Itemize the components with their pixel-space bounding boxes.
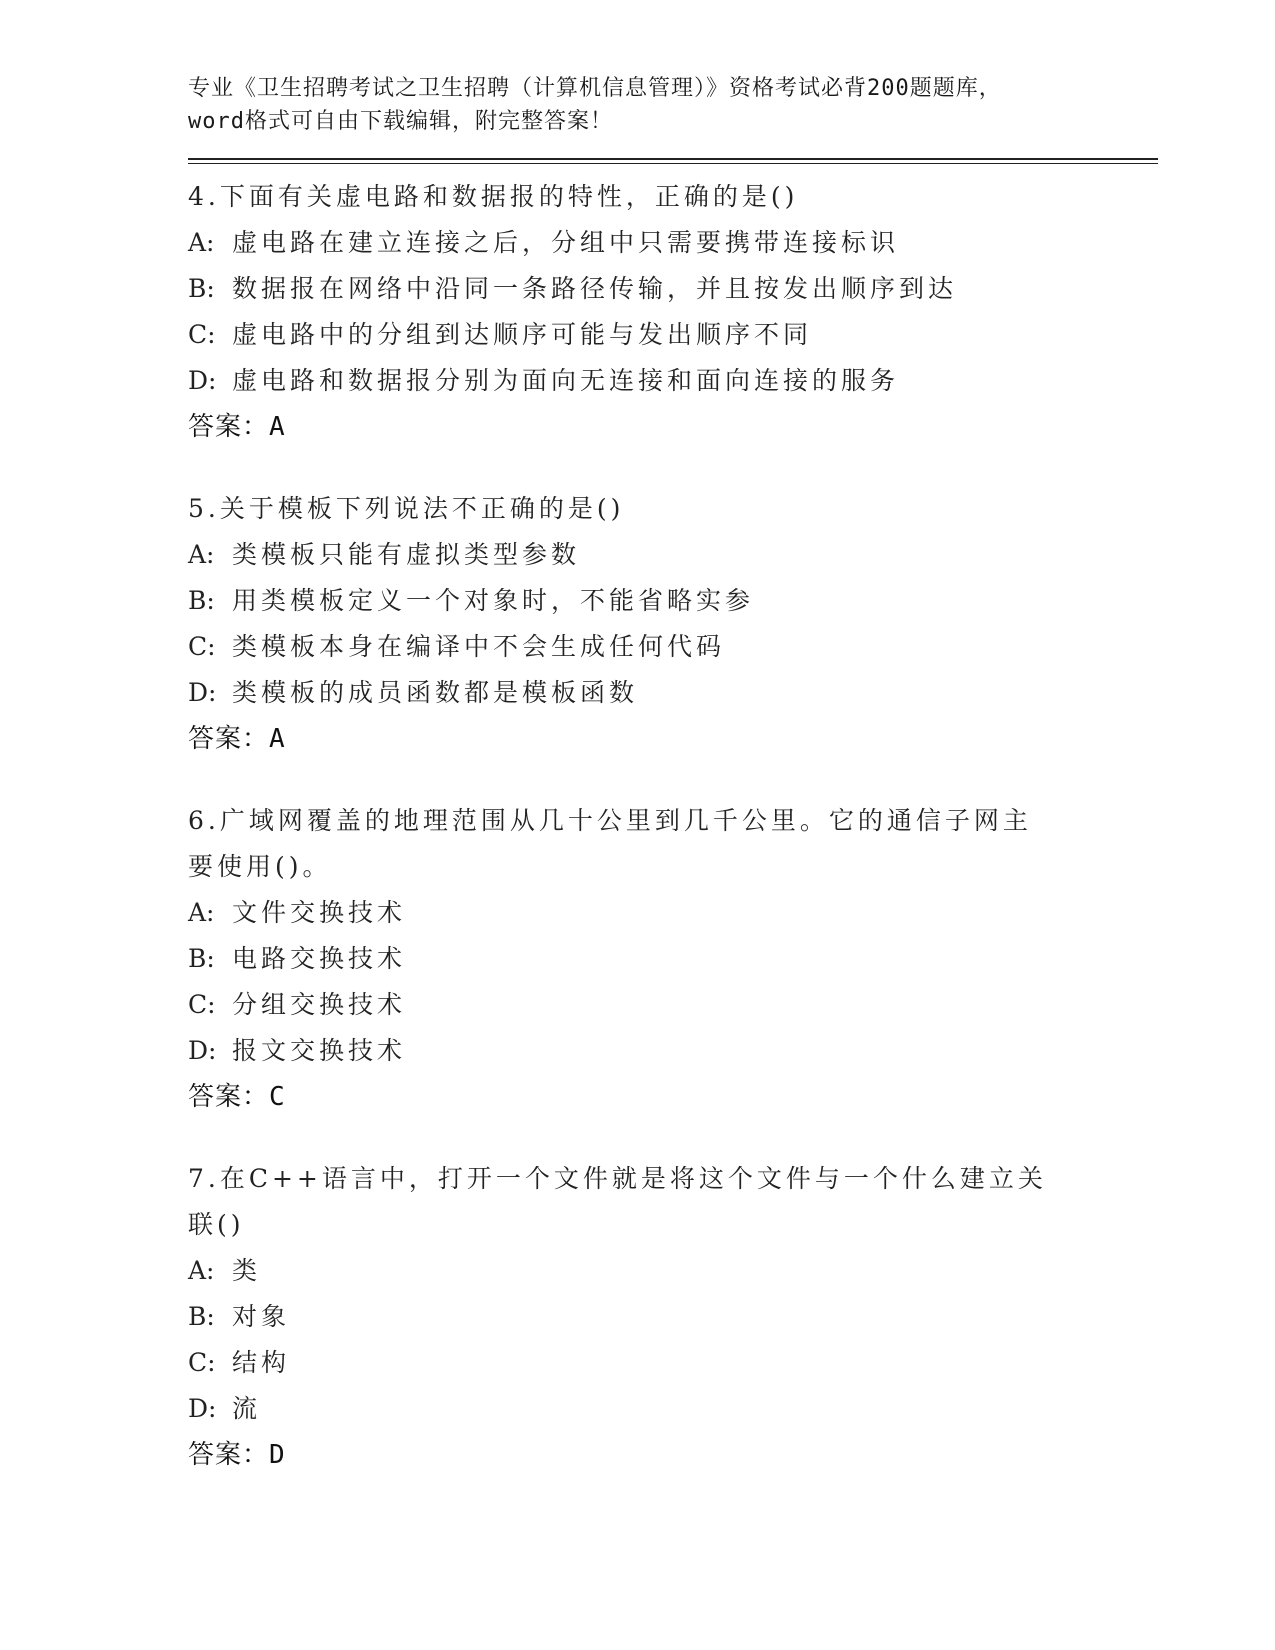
option-letter: A:	[188, 898, 215, 927]
option-d	[188, 1386, 1148, 1432]
option-b	[188, 266, 1148, 312]
header-line-2: word格式可自由下载编辑，附完整答案！	[188, 109, 613, 134]
option-letter: A:	[188, 228, 215, 257]
question-list	[188, 174, 1148, 1478]
question-stem: 6.广域网覆盖的地理范围从几十公里到几千公里。它的通信子网主要使用()。	[188, 806, 1032, 881]
option-d	[188, 358, 1148, 404]
option-a	[188, 220, 1148, 266]
header-divider	[188, 158, 1158, 164]
question-item	[188, 486, 1148, 762]
option-text: 类模板本身在编译中不会生成任何代码	[232, 632, 726, 661]
question-item	[188, 174, 1148, 450]
option-text: 电路交换技术	[232, 944, 407, 973]
option-text: 流	[232, 1394, 262, 1423]
answer-line: 答案：C	[188, 1082, 286, 1112]
document-header	[188, 72, 1148, 138]
option-text: 虚电路和数据报分别为面向无连接和面向连接的服务	[232, 366, 900, 395]
option-letter: D:	[188, 678, 217, 707]
option-text: 虚电路在建立连接之后，分组中只需要携带连接标识	[232, 228, 900, 257]
option-text: 文件交换技术	[232, 898, 407, 927]
option-text: 类模板只能有虚拟类型参数	[232, 540, 581, 569]
option-letter: D:	[188, 1394, 217, 1423]
option-letter: B:	[188, 1302, 215, 1331]
option-text: 分组交换技术	[232, 990, 407, 1019]
option-text: 虚电路中的分组到达顺序可能与发出顺序不同	[232, 320, 813, 349]
option-letter: D:	[188, 366, 217, 395]
option-b	[188, 1294, 1148, 1340]
answer-line: 答案：D	[188, 1440, 286, 1470]
question-stem: 4.下面有关虚电路和数据报的特性，正确的是()	[188, 182, 799, 211]
option-c	[188, 1340, 1148, 1386]
question-item	[188, 1156, 1148, 1478]
option-text: 报文交换技术	[232, 1036, 407, 1065]
option-text: 类模板的成员函数都是模板函数	[232, 678, 639, 707]
option-a	[188, 532, 1148, 578]
option-text: 结构	[232, 1348, 291, 1377]
document-page	[188, 72, 1148, 1514]
answer-line: 答案：A	[188, 412, 286, 442]
option-b	[188, 578, 1148, 624]
question-stem: 5.关于模板下列说法不正确的是()	[188, 494, 625, 523]
option-letter: C:	[188, 320, 216, 349]
option-letter: B:	[188, 944, 215, 973]
option-d	[188, 670, 1148, 716]
option-letter: B:	[188, 586, 215, 615]
header-line-1: 专业《卫生招聘考试之卫生招聘（计算机信息管理）》资格考试必背200题题库，	[188, 76, 1002, 101]
option-text: 数据报在网络中沿同一条路径传输，并且按发出顺序到达	[232, 274, 958, 303]
question-stem: 7.在C++语言中，打开一个文件就是将这个文件与一个什么建立关联()	[188, 1164, 1047, 1239]
option-letter: C:	[188, 1348, 216, 1377]
question-item	[188, 798, 1148, 1120]
option-letter: D:	[188, 1036, 217, 1065]
option-text: 对象	[232, 1302, 291, 1331]
option-text: 用类模板定义一个对象时，不能省略实参	[232, 586, 755, 615]
option-a	[188, 890, 1148, 936]
option-letter: C:	[188, 632, 216, 661]
option-letter: B:	[188, 274, 215, 303]
answer-line: 答案：A	[188, 724, 286, 754]
option-c	[188, 312, 1148, 358]
option-letter: C:	[188, 990, 216, 1019]
option-text: 类	[232, 1256, 262, 1285]
option-c	[188, 982, 1148, 1028]
option-letter: A:	[188, 540, 215, 569]
option-a	[188, 1248, 1148, 1294]
option-d	[188, 1028, 1148, 1074]
option-c	[188, 624, 1148, 670]
option-letter: A:	[188, 1256, 215, 1285]
option-b	[188, 936, 1148, 982]
